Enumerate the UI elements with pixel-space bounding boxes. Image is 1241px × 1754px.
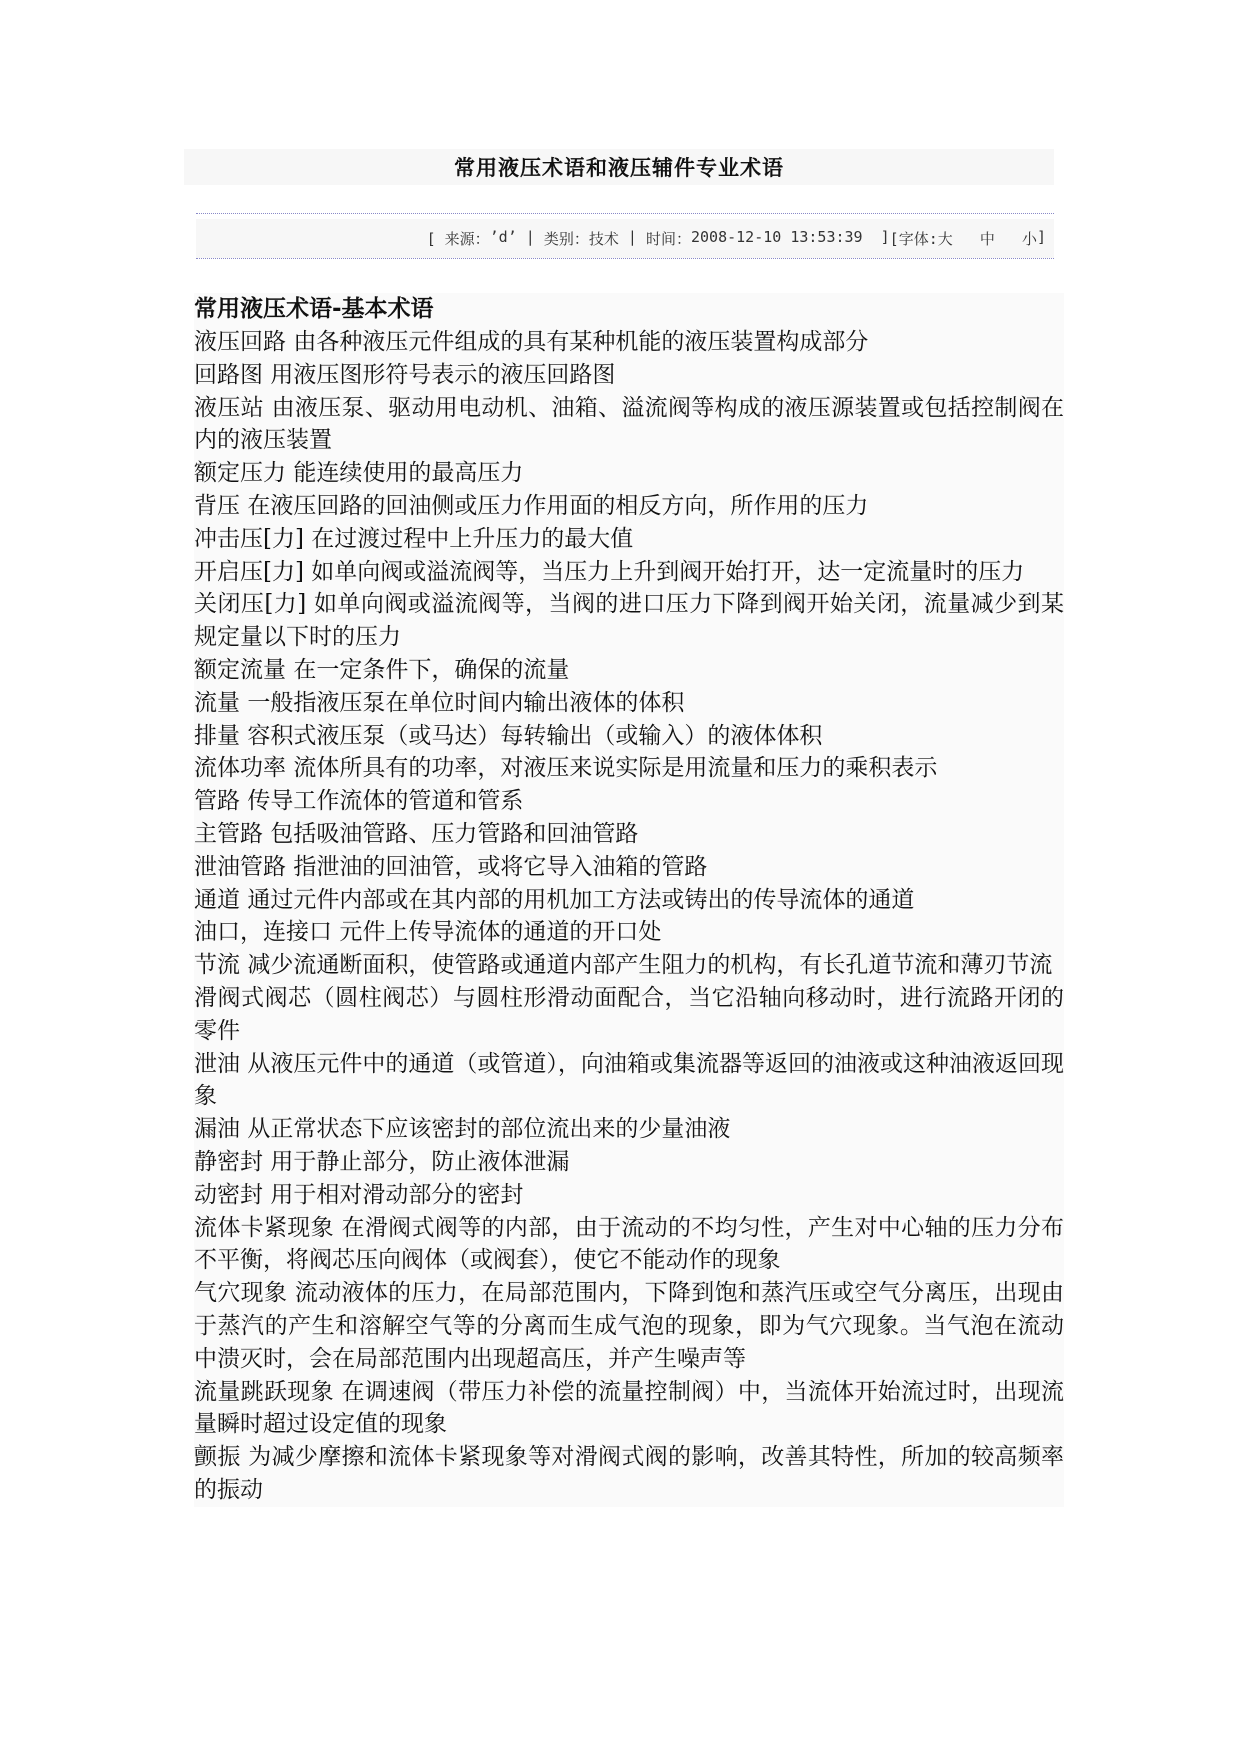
term-name: 背压 bbox=[194, 492, 240, 519]
term-entry bbox=[194, 916, 1064, 949]
term-description: 能连续使用的最高压力 bbox=[293, 460, 524, 487]
meta-separator: | bbox=[618, 228, 646, 246]
term-name: 冲击压[力] bbox=[194, 525, 304, 552]
term-entry bbox=[194, 392, 1064, 458]
terms-list bbox=[194, 326, 1064, 1507]
term-entry bbox=[194, 1376, 1064, 1442]
bracket-close: ] bbox=[862, 228, 890, 246]
term-name: 动密封 bbox=[194, 1181, 263, 1208]
term-description: 减少流通断面积，使管路或通道内部产生阻力的机构，有长孔道节流和薄刃节流 bbox=[247, 952, 1053, 979]
font-size-label: [字体: bbox=[889, 230, 938, 248]
term-entry bbox=[194, 326, 1064, 359]
term-entry bbox=[194, 1277, 1064, 1375]
term-name: 节流 bbox=[194, 952, 240, 979]
term-entry bbox=[194, 359, 1064, 392]
term-entry bbox=[194, 851, 1064, 884]
term-description: 容积式液压泵（或马达）每转输出（或输入）的液体体积 bbox=[247, 722, 823, 749]
term-entry bbox=[194, 884, 1064, 917]
term-description: 在液压回路的回油侧或压力作用面的相反方向，所作用的压力 bbox=[247, 492, 869, 519]
term-description: 在滑阀式阀等的内部，由于流动的不均匀性，产生对中心轴的压力分布不平衡，将阀芯压向阀体（或阀套），使它不能动作的现象 bbox=[194, 1214, 1065, 1274]
term-entry bbox=[194, 949, 1064, 982]
term-entry bbox=[194, 818, 1064, 851]
term-name: 额定压力 bbox=[194, 460, 286, 487]
term-name: 排量 bbox=[194, 722, 240, 749]
font-size-spacer bbox=[995, 228, 1022, 249]
term-description: 一般指液压泵在单位时间内输出液体的体积 bbox=[247, 689, 685, 716]
font-size-medium-link[interactable]: 中 bbox=[979, 230, 995, 248]
term-name: 流体卡紧现象 bbox=[194, 1214, 334, 1241]
category-label: 类别： bbox=[543, 230, 589, 248]
term-description: 用于相对滑动部分的密封 bbox=[270, 1181, 524, 1208]
term-description: 由液压泵、驱动用电动机、油箱、溢流阀等构成的液压源装置或包括控制阀在内的液压装置 bbox=[194, 394, 1065, 454]
time-label: 时间： bbox=[645, 230, 691, 248]
font-size-spacer bbox=[953, 228, 980, 249]
term-name: 流体功率 bbox=[194, 755, 286, 782]
source-value: ’d’ bbox=[489, 228, 517, 246]
term-description: 如单向阀或溢流阀等，当阀的进口压力下降到阀开始关闭，流量减少到某规定量以下时的压力 bbox=[194, 591, 1065, 651]
term-entry bbox=[194, 654, 1064, 687]
term-description: 用液压图形符号表示的液压回路图 bbox=[270, 361, 616, 388]
term-entry bbox=[194, 982, 1064, 1048]
term-description: 包括吸油管路、压力管路和回油管路 bbox=[270, 820, 639, 847]
term-description: 流体所具有的功率，对液压来说实际是用流量和压力的乘积表示 bbox=[293, 755, 938, 782]
term-name: 关闭压[力] bbox=[194, 591, 307, 618]
term-spacer bbox=[287, 1280, 295, 1306]
term-name: 颤振 bbox=[194, 1444, 241, 1471]
term-entry bbox=[194, 1113, 1064, 1146]
term-name: 回路图 bbox=[194, 361, 263, 388]
term-description: 从正常状态下应该密封的部位流出来的少量油液 bbox=[247, 1116, 731, 1143]
term-name: 主管路 bbox=[194, 820, 263, 847]
time-value: 2008-12-10 13:53:39 bbox=[690, 228, 863, 246]
term-name: 泄油 bbox=[194, 1050, 241, 1077]
term-description: 为减少摩擦和流体卡紧现象等对滑阀式阀的影响，改善其特性，所加的较高频率的振动 bbox=[194, 1444, 1065, 1503]
term-name: 气穴现象 bbox=[194, 1280, 288, 1307]
font-size-large-link[interactable]: 大 bbox=[937, 230, 953, 248]
meta-separator: | bbox=[516, 228, 544, 246]
term-name: 流量跳跃现象 bbox=[194, 1378, 334, 1405]
term-name: 开启压[力] bbox=[194, 558, 304, 585]
divider-bottom bbox=[196, 258, 1054, 259]
title-bar bbox=[184, 149, 1054, 185]
term-name: 漏油 bbox=[194, 1116, 240, 1143]
term-entry bbox=[194, 720, 1064, 753]
term-description: 通过元件内部或在其内部的用机加工方法或铸出的传导流体的通道 bbox=[247, 886, 915, 913]
term-description: 从液压元件中的通道（或管道），向油箱或集流器等返回的油液或这种油液返回现象 bbox=[194, 1050, 1065, 1110]
term-entry bbox=[194, 457, 1064, 490]
term-description: 元件上传导流体的通道的开口处 bbox=[339, 919, 662, 946]
term-name: 管路 bbox=[194, 788, 240, 815]
category-value: 技术 bbox=[588, 230, 619, 248]
font-size-small-link[interactable]: 小 bbox=[1021, 230, 1037, 248]
term-entry bbox=[194, 1146, 1064, 1179]
term-description: 在一定条件下，确保的流量 bbox=[293, 656, 570, 683]
term-spacer bbox=[334, 1215, 342, 1241]
term-entry bbox=[194, 523, 1064, 556]
term-entry bbox=[194, 588, 1064, 654]
divider-top bbox=[196, 213, 1054, 214]
term-entry bbox=[194, 1441, 1064, 1507]
section-heading: 常用液压术语-基本术语 bbox=[194, 296, 434, 322]
term-name: 液压回路 bbox=[194, 329, 286, 355]
term-entry bbox=[194, 687, 1064, 720]
term-description: 在过渡过程中上升压力的最大值 bbox=[311, 525, 634, 552]
term-entry bbox=[194, 1179, 1064, 1212]
font-size-suffix: ] bbox=[1036, 228, 1046, 246]
term-spacer bbox=[334, 1379, 342, 1405]
term-entry bbox=[194, 1048, 1064, 1114]
term-entry bbox=[194, 556, 1064, 589]
term-spacer bbox=[264, 395, 272, 421]
term-entry bbox=[194, 752, 1064, 785]
term-entry bbox=[194, 1212, 1064, 1278]
document-title: 常用液压术语和液压辅件专业术语 bbox=[454, 156, 784, 180]
meta-bar bbox=[196, 219, 1054, 258]
term-name: 油口，连接口 bbox=[194, 919, 332, 946]
term-name: 流量 bbox=[194, 689, 240, 716]
term-description: 在调速阀（带压力补偿的流量控制阀）中，当流体开始流过时，出现流量瞬时超过设定值的现象 bbox=[194, 1378, 1065, 1438]
term-description: 用于静止部分，防止液体泄漏 bbox=[270, 1148, 570, 1175]
term-spacer bbox=[306, 591, 314, 617]
term-entry bbox=[194, 785, 1064, 818]
term-entry bbox=[194, 490, 1064, 523]
article-body bbox=[194, 293, 1064, 1507]
term-name: 液压站 bbox=[194, 394, 264, 421]
term-name: 滑阀式阀芯（圆柱阀芯） bbox=[194, 984, 453, 1011]
source-label: [ 来源： bbox=[426, 230, 490, 248]
term-description: 指泄油的回油管，或将它导入油箱的管路 bbox=[293, 853, 708, 880]
term-name: 泄油管路 bbox=[194, 853, 286, 880]
meta-line bbox=[427, 228, 1046, 249]
term-description: 传导工作流体的管道和管系 bbox=[247, 788, 524, 815]
term-name: 通道 bbox=[194, 886, 240, 913]
term-description: 流动液体的压力，在局部范围内，下降到饱和蒸汽压或空气分离压，出现由于蒸汽的产生和溶解空气等的分离而生成气泡的现象，即为气穴现象。当气泡在流动中溃灭时，会在局部范围内出现超高压，并产生噪声等 bbox=[194, 1280, 1065, 1372]
term-description: 与圆柱形滑动面配合，当它沿轴向移动时，进行流路开闭的零件 bbox=[194, 984, 1065, 1044]
term-name: 额定流量 bbox=[194, 656, 286, 683]
term-name: 静密封 bbox=[194, 1148, 263, 1175]
term-description: 由各种液压元件组成的具有某种机能的液压装置构成部分 bbox=[293, 329, 869, 355]
term-description: 如单向阀或溢流阀等，当压力上升到阀开始打开，达一定流量时的压力 bbox=[311, 558, 1025, 585]
